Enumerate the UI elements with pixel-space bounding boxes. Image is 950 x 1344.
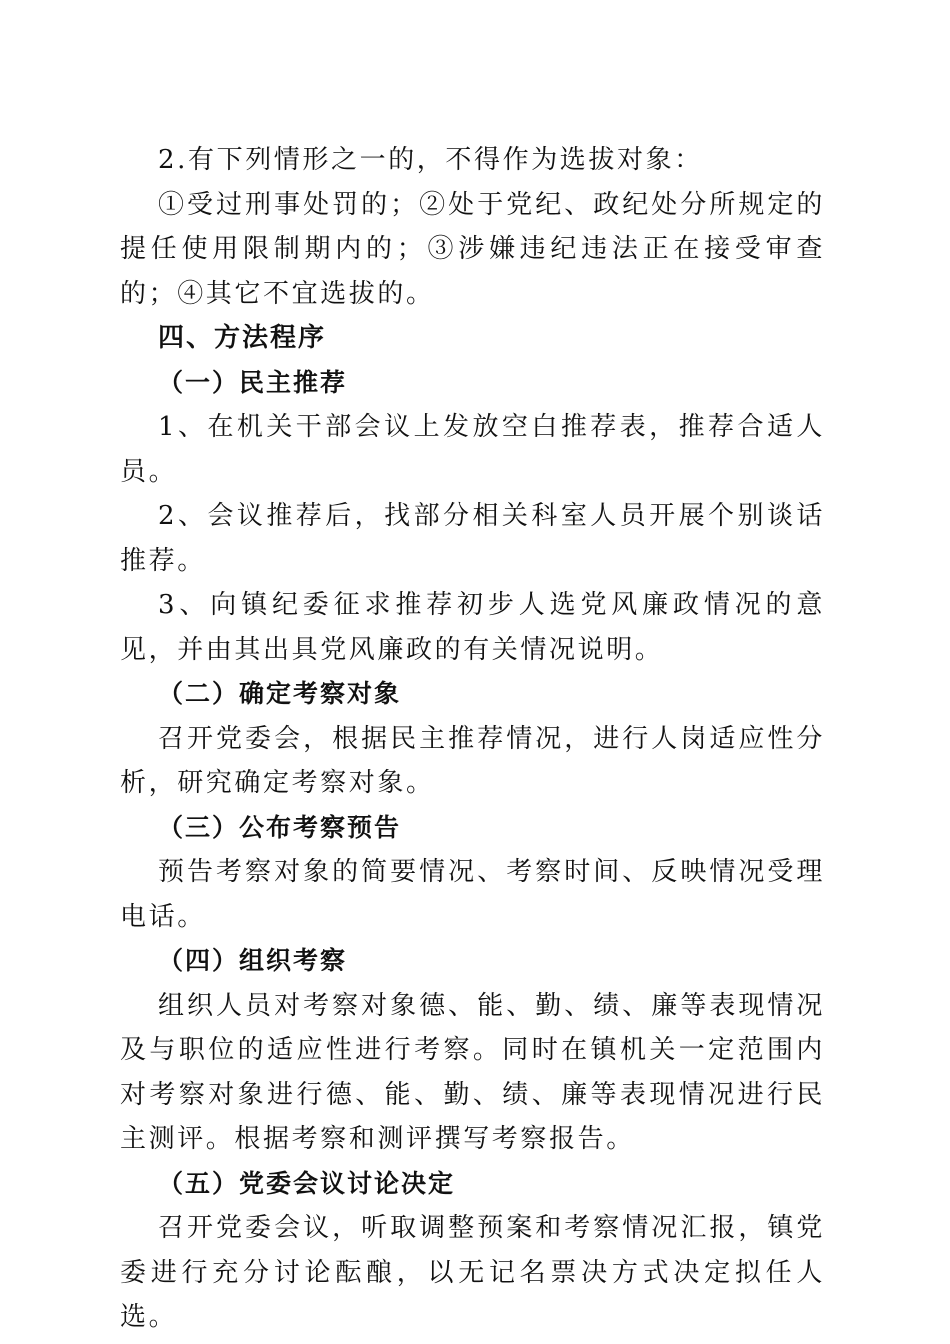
paragraph-recommendation-step-2: 2、会议推荐后，找部分相关科室人员开展个别谈话推荐。 [120, 501, 825, 576]
paragraph-ineligible-list: ①受过刑事处罚的；②处于党纪、政纪处分所规定的提任使用限制期内的；③涉嫌违纪违法正在接受审查的；④其它不宜选拔的。 [120, 189, 825, 309]
subheading-democratic-recommendation: （一）民主推荐 [158, 367, 348, 397]
paragraph-ineligible-intro: 2.有下列情形之一的，不得作为选拔对象： [158, 145, 703, 175]
paragraph-organize-inspection: 组织人员对考察对象德、能、勤、绩、廉等表现情况及与职位的适应性进行考察。同时在镇机关一定范围内对考察对象进行德、能、勤、绩、廉等表现情况进行民主测评。根据考察和测评撰写考察报告。 [120, 990, 825, 1154]
subheading-organize-inspection: （四）组织考察 [158, 946, 348, 975]
paragraph-determine-candidates: 召开党委会，根据民主推荐情况，进行人岗适应性分析，研究确定考察对象。 [120, 723, 825, 798]
document-body [120, 138, 825, 1340]
paragraph-recommendation-step-3: 3、向镇纪委征求推荐初步人选党风廉政情况的意见，并由其出具党风廉政的有关情况说明。 [120, 590, 825, 665]
paragraph-party-committee-decision: 召开党委会议，听取调整预案和考察情况汇报，镇党委进行充分讨论酝酿，以无记名票决方式决定拟任人选。 [120, 1213, 825, 1332]
subheading-determine-candidates: （二）确定考察对象 [158, 679, 402, 708]
section-heading-procedure: 四、方法程序 [158, 323, 327, 353]
subheading-party-committee-decision: （五）党委会议讨论决定 [158, 1168, 456, 1198]
paragraph-recommendation-step-1: 1、在机关干部会议上发放空白推荐表，推荐合适人员。 [120, 412, 825, 487]
paragraph-publish-notice: 预告考察对象的简要情况、考察时间、反映情况受理电话。 [120, 857, 825, 932]
subheading-publish-notice: （三）公布考察预告 [158, 812, 402, 842]
